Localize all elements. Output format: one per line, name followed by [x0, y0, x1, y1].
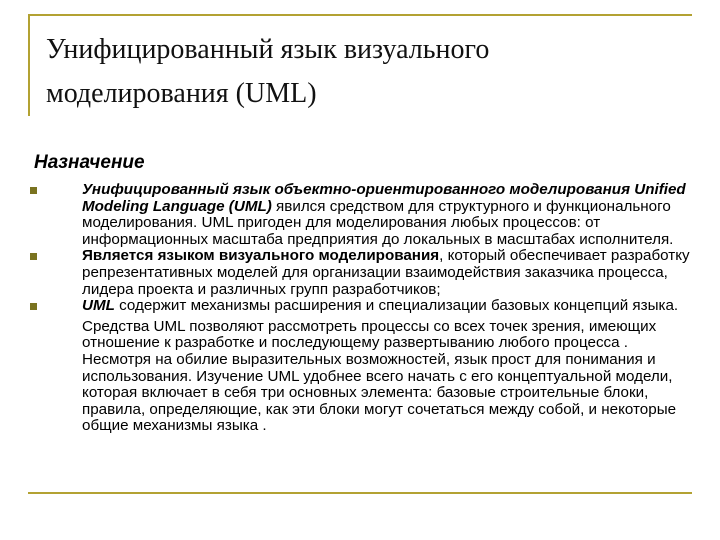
square-bullet-icon: [30, 303, 37, 310]
square-bullet-icon: [30, 253, 37, 260]
frame-left-line: [28, 14, 30, 116]
closing-paragraph: Средства UML позволяют рассмотреть процессы со всех точек зрения, имеющих отношение к разработке и последующему развертыванию любого процесса . Несмотря на обилие выразительных возможностей, язык прост для понимания и использования. Изучение UML удобнее всего начать с его концептуальной модели, которая включает в себя три основных элемента: базовые строительные блоки, правила, определяющие, как эти блоки могут сочетаться между собой, и некоторые общие механизмы языка .: [82, 317, 677, 435]
bullet-2-text: , который обеспечивает разработку репрезентативных моделей для организации взаимодействия заказчика процесса, лидера проекта и различных групп разработчиков;: [82, 247, 690, 298]
bullet-item-2: [30, 248, 690, 298]
bullet-1-text: явился средством для структурного и функционального моделирования. UML пригоден для моделирования любых процессов: от информационных масштаба предприятия до локальных в масштабах исполнителя.: [82, 197, 674, 248]
bullet-2-bold-text: Является языком визуального моделирования: [82, 247, 440, 265]
slide-title: [46, 28, 666, 116]
bullet-item-3: [30, 298, 690, 315]
slide-title-line-1: Унифицированный язык визуального: [46, 34, 490, 65]
slide-content: [30, 182, 690, 435]
slide-title-line-2: моделирования (UML): [46, 78, 317, 109]
section-heading: Назначение: [34, 152, 145, 173]
bullet-3-text: содержит механизмы расширения и специализации базовых концепций языка.: [114, 297, 679, 315]
square-bullet-icon: [30, 187, 37, 194]
bullet-1-bold-text: Унифицированный язык объектно-ориентированного моделирования Unified Modeling Language (UML): [82, 181, 686, 215]
frame-bottom-line: [28, 492, 692, 494]
frame-top-line: [28, 14, 692, 16]
bullet-item-1: [30, 182, 690, 248]
bullet-3-bold-text: UML: [82, 297, 115, 315]
